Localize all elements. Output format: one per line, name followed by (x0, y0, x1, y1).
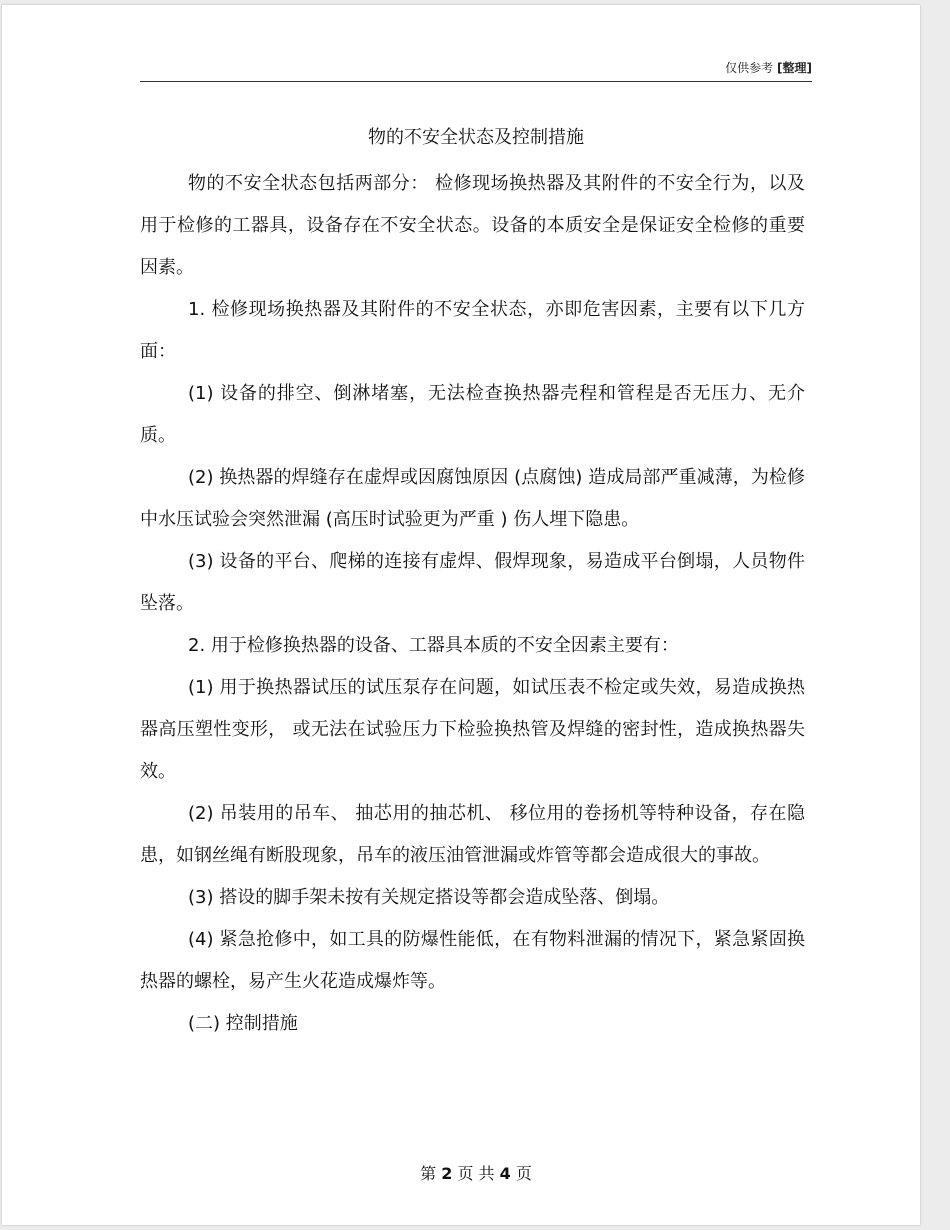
paragraph-item-1-2: (2) 换热器的焊缝存在虚焊或因腐蚀原因 (点腐蚀) 造成局部严重减薄，为检修中水压试验会突然泄漏 (高压时试验更为严重 ) 伤人埋下隐患。 (140, 467, 805, 530)
footer-page-number: 2 (441, 1164, 453, 1183)
paragraph-section-1: 1. 检修现场换热器及其附件的不安全状态，亦即危害因素，主要有以下几方面： (140, 299, 805, 362)
paragraph-item-2-2: (2) 吊装用的吊车、 抽芯用的抽芯机、 移位用的卷扬机等特种设备，存在隐患，如钢丝绳有断股现象，吊车的液压油管泄漏或炸管等都会造成很大的事故。 (140, 803, 805, 866)
paragraph-item-2-1: (1) 用于换热器试压的试压泵存在问题，如试压表不检定或失效，易造成换热器高压塑性变形， 或无法在试验压力下检验换热管及焊缝的密封性，造成换热器失效。 (140, 677, 805, 782)
paragraph-item-1-1: (1) 设备的排空、倒淋堵塞，无法检查换热器壳程和管程是否无压力、无介质。 (140, 383, 805, 446)
footer-middle: 页 共 (457, 1164, 495, 1183)
header-label: 仅供参考 (725, 61, 774, 75)
paragraph-intro: 物的不安全状态包括两部分： 检修现场换热器及其附件的不安全行为，以及用于检修的工器具，设备存在不安全状态。设备的本质安全是保证安全检修的重要因素。 (140, 173, 805, 278)
header-divider (140, 81, 812, 82)
footer-total-pages: 4 (499, 1164, 511, 1183)
document-title: 物的不安全状态及控制措施 (368, 127, 584, 148)
paragraph-control-measures: (二) 控制措施 (188, 1013, 298, 1034)
footer-suffix: 页 (515, 1164, 532, 1183)
document-page (2, 5, 920, 1225)
document-body (140, 163, 805, 1045)
paragraph-item-2-4: (4) 紧急抢修中，如工具的防爆性能低，在有物料泄漏的情况下，紧急紧固换热器的螺栓，易产生火花造成爆炸等。 (140, 929, 805, 992)
footer-prefix: 第 (420, 1164, 437, 1183)
page-header (140, 59, 812, 79)
page-footer (140, 1161, 812, 1184)
paragraph-item-2-3: (3) 搭设的脚手架未按有关规定搭设等都会造成坠落、倒塌。 (188, 887, 670, 908)
paragraph-section-2: 2. 用于检修换热器的设备、工器具本质的不安全因素主要有： (188, 635, 679, 656)
header-tag: [整理] (777, 61, 812, 75)
paragraph-item-1-3: (3) 设备的平台、爬梯的连接有虚焊、假焊现象，易造成平台倒塌，人员物件坠落。 (140, 551, 805, 614)
